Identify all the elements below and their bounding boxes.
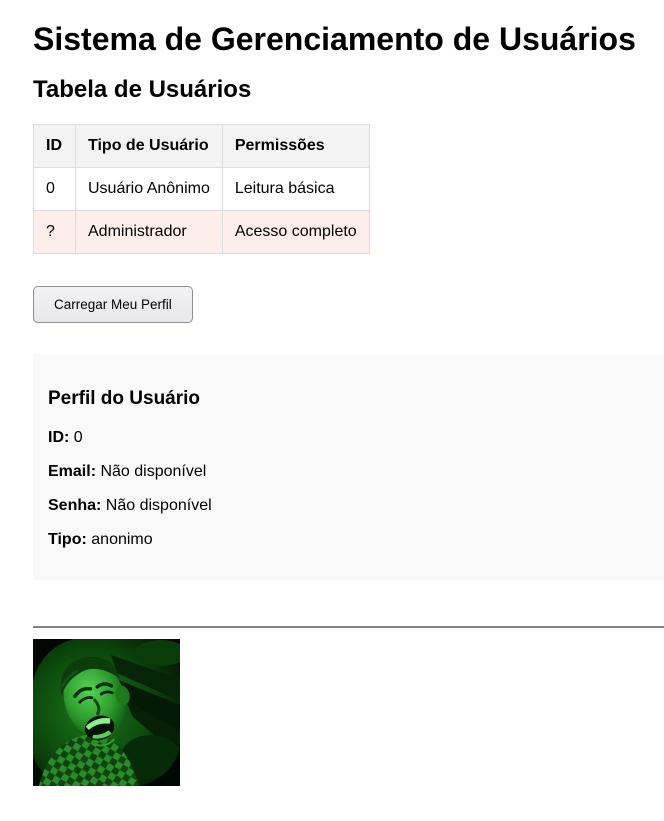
users-table-section-title: Tabela de Usuários xyxy=(33,76,252,103)
divider xyxy=(33,626,664,628)
profile-field-tipo-label: Tipo: xyxy=(48,531,87,548)
header-id: ID xyxy=(34,125,76,168)
users-table-header-row xyxy=(34,125,370,168)
profile-card-title: Perfil do Usuário xyxy=(48,388,201,409)
profile-field-senha xyxy=(48,497,649,515)
night-vision-photo xyxy=(33,639,664,786)
cell-admin-tipo: Administrador xyxy=(76,211,223,254)
page-title: Sistema de Gerenciamento de Usuários xyxy=(33,21,636,57)
profile-card xyxy=(33,354,664,580)
users-table xyxy=(33,124,370,254)
profile-field-id-value: 0 xyxy=(73,429,83,446)
cell-anon-permissoes: Leitura básica xyxy=(222,168,369,211)
cell-anon-tipo: Usuário Anônimo xyxy=(76,168,223,211)
night-vision-photo-graphic xyxy=(33,639,180,786)
header-tipo: Tipo de Usuário xyxy=(76,125,223,168)
profile-field-senha-label: Senha: xyxy=(48,497,102,514)
profile-field-id xyxy=(48,429,649,447)
profile-field-tipo-value: anonimo xyxy=(91,531,153,548)
load-profile-button[interactable]: Carregar Meu Perfil xyxy=(33,286,193,323)
table-row-admin xyxy=(34,211,370,254)
cell-admin-permissoes: Acesso completo xyxy=(222,211,369,254)
profile-field-email-label: Email: xyxy=(48,463,97,480)
profile-field-senha-value: Não disponível xyxy=(105,497,212,514)
profile-field-email xyxy=(48,463,649,481)
header-permissoes: Permissões xyxy=(222,125,369,168)
profile-field-email-value: Não disponível xyxy=(100,463,207,480)
profile-field-id-label: ID: xyxy=(48,429,70,446)
table-row-anonymous xyxy=(34,168,370,211)
page-container xyxy=(33,21,664,786)
cell-anon-id: 0 xyxy=(34,168,76,211)
cell-admin-id: ? xyxy=(34,211,76,254)
profile-field-tipo xyxy=(48,531,649,549)
